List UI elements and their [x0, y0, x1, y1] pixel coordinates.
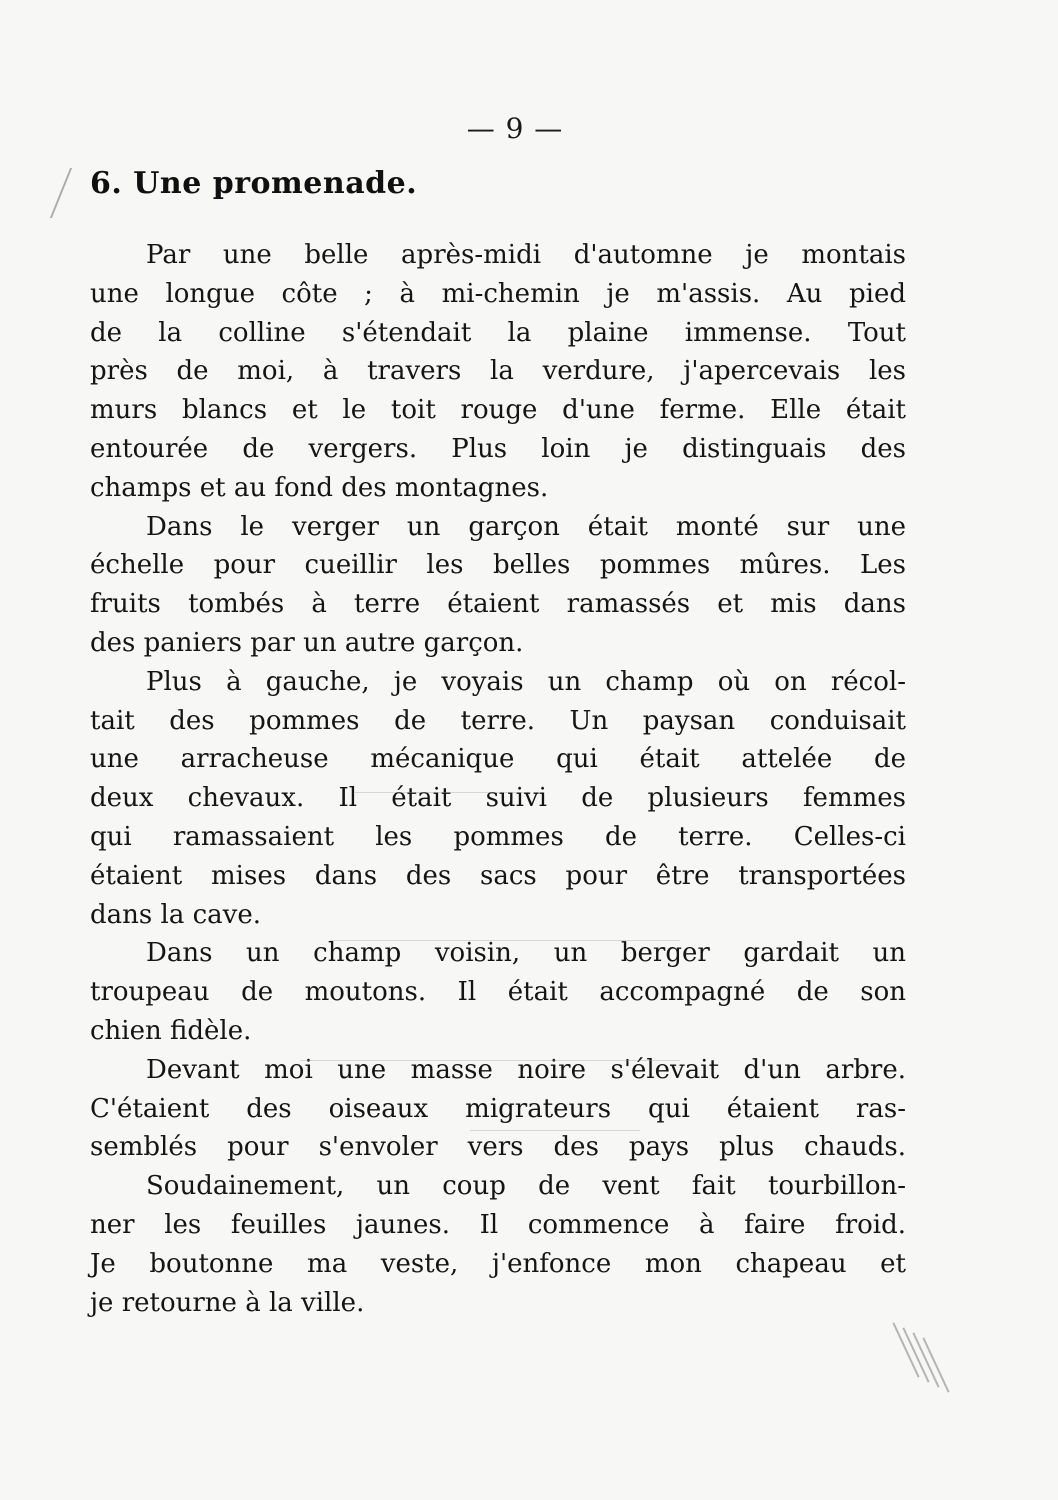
text-line: de la colline s'étendait la plaine immense. Tout [90, 317, 906, 348]
text-line: dans la cave. [90, 899, 261, 930]
text-line: tait des pommes de terre. Un paysan conduisait [90, 705, 906, 736]
text-line: je retourne à la ville. [90, 1287, 365, 1318]
pencil-scribble [330, 940, 680, 941]
text-line: deux chevaux. Il était suivi de plusieurs femmes [90, 783, 906, 814]
text-line: des paniers par un autre garçon. [90, 627, 524, 658]
text-line: étaient mises dans des sacs pour être transportées [90, 860, 906, 891]
text-line: une arracheuse mécanique qui était attelée de [90, 744, 906, 775]
text-line: troupeau de moutons. Il était accompagné de son [90, 977, 906, 1008]
page-number: — 9 — [466, 112, 564, 145]
section-heading: 6. Une promenade. [90, 166, 418, 201]
text-line: murs blancs et le toit rouge d'une ferme. Elle était [90, 395, 906, 426]
text-line: champs et au fond des montagnes. [90, 472, 549, 503]
body-text [90, 236, 906, 1322]
text-line: qui ramassaient les pommes de terre. Celles-ci [90, 821, 906, 852]
page-scratch-marks [895, 1320, 955, 1400]
text-line: C'étaient des oiseaux migrateurs qui étaient ras- [90, 1093, 906, 1124]
text-line: Par une belle après-midi d'automne je montais [146, 240, 906, 270]
pencil-scribble [300, 1060, 680, 1061]
text-line: Devant moi une masse noire s'élevait d'un arbre. [146, 1054, 906, 1085]
text-line: une longue côte ; à mi-chemin je m'assis. Au pied [90, 278, 906, 309]
text-line: semblés pour s'envoler vers des pays plus chauds. [90, 1132, 906, 1163]
text-line: près de moi, à travers la verdure, j'apercevais les [90, 356, 906, 387]
text-line: Soudainement, un coup de vent fait tourbillon- [146, 1171, 906, 1202]
pencil-underline [470, 1130, 640, 1131]
text-line: Dans le verger un garçon était monté sur une [146, 511, 906, 542]
text-line: échelle pour cueillir les belles pommes mûres. Les [90, 550, 906, 581]
text-line: Je boutonne ma veste, j'enfonce mon chapeau et [90, 1248, 906, 1279]
text-line: chien fidèle. [90, 1015, 252, 1046]
text-line: Dans un champ voisin, un berger gardait un [146, 938, 906, 969]
text-line: ner les feuilles jaunes. Il commence à faire froid. [90, 1209, 906, 1240]
text-line: fruits tombés à terre étaient ramassés et mis dans [90, 589, 906, 620]
text-line: entourée de vergers. Plus loin je distinguais des [90, 433, 906, 464]
pencil-underline [355, 792, 525, 793]
text-line: Plus à gauche, je voyais un champ où on récol- [146, 666, 906, 697]
